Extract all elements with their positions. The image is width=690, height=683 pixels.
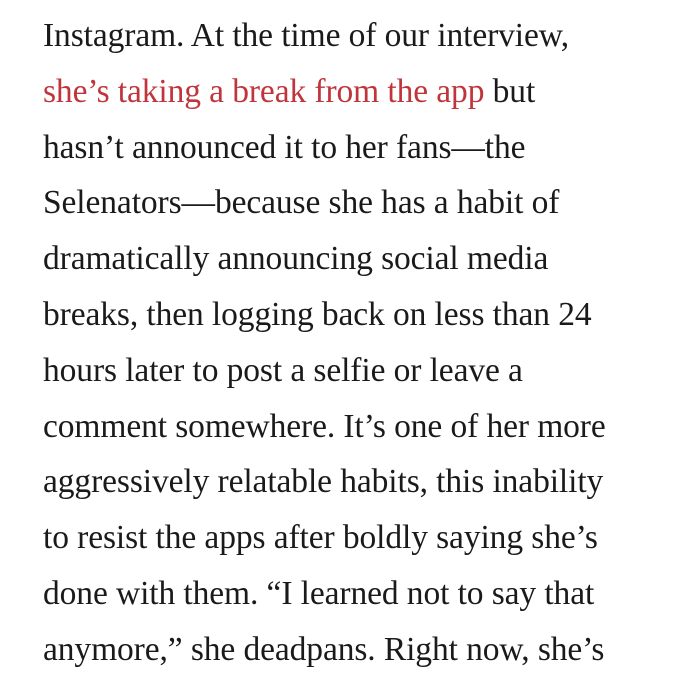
line-text: dramatically announcing social media [43, 240, 549, 278]
text-line-3 [43, 120, 683, 176]
line-text: done with them. “I learned not to say that [43, 574, 595, 612]
article-body [43, 8, 683, 678]
text-line-8 [43, 399, 683, 455]
text-line-6 [43, 287, 683, 343]
text-line-4 [43, 175, 683, 231]
line-text: to resist the apps after boldly saying she’s [43, 519, 598, 557]
line-text: hours later to post a selfie or leave a [43, 351, 523, 389]
text-line-7 [43, 343, 683, 399]
line-text: Instagram. At the time of our interview, [43, 17, 569, 54]
article-link-break-from-app[interactable]: she’s taking a break from the app [43, 72, 485, 110]
text-line-11 [43, 566, 683, 622]
line-text: but [484, 72, 536, 110]
text-line-12 [43, 622, 683, 678]
line-text: comment somewhere. It’s one of her more [43, 407, 606, 445]
line-text: breaks, then logging back on less than 24 [43, 295, 592, 333]
line-text: Selenators—because she has a habit of [43, 184, 560, 222]
text-line-5 [43, 231, 683, 287]
line-text: hasn’t announced it to her fans—the [43, 128, 526, 166]
line-text: anymore,” she deadpans. Right now, she’s [43, 630, 605, 668]
text-line-2 [43, 64, 683, 120]
text-line-10 [43, 510, 683, 566]
text-line-9 [43, 454, 683, 510]
line-text: aggressively relatable habits, this inability [43, 463, 604, 501]
text-line-1 [43, 8, 683, 64]
